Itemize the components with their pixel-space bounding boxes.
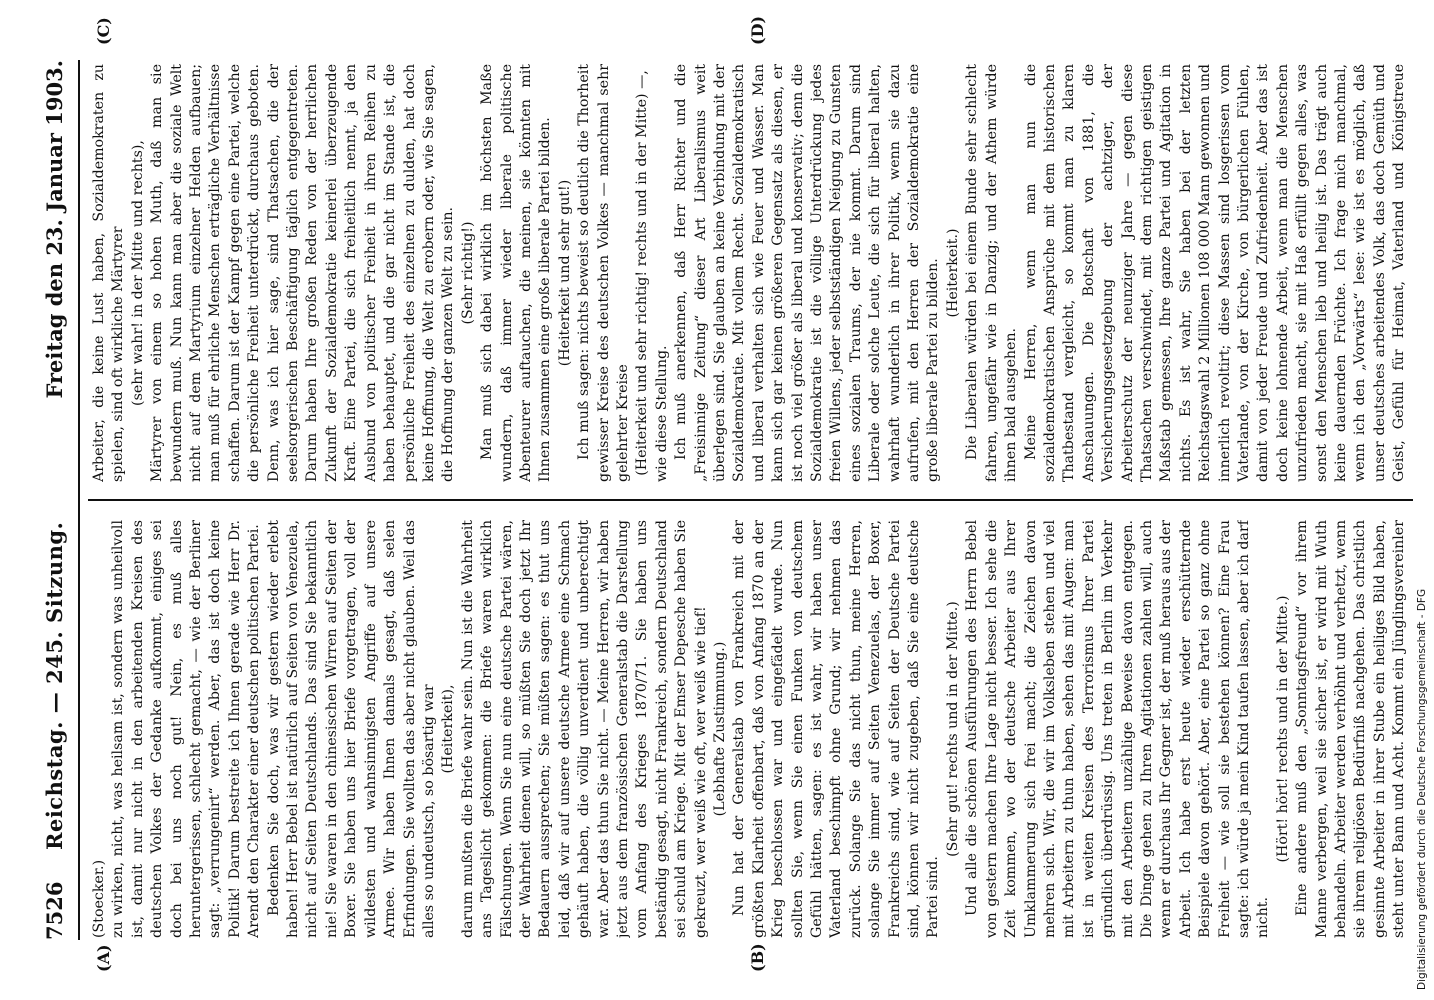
header-rule (78, 60, 80, 940)
interjection: (Hört! hört! rechts und in der Mitte.) (1274, 595, 1291, 863)
speaker-label: (Stoecker.) (91, 859, 107, 938)
paragraph: Meine Herren, wenn man nun die sozialdemokratischen Ansprüche mit dem historischen Thatbestand vergleicht, so kommt man zu klaren Anschauungen. Die Botschaft von 1881, die Versicherungsgesetzgebung der achtziger, der Arbeiterschutz der neunziger Jahre — gegen diese Thatsachen verschwindet, mit dem richtigen geistigen Maßstab gemessen, Ihre ganze Partei und Agitation in nichts. Es ist wahr, Sie haben bei der letzten Reichstagswahl 2 Millionen 108 000 Mann gewonnen und innerlich revoltirt; diese Massen sind losgerissen vom Vaterlande, von der Kirche, von bürgerlichen Fühlen, damit von jeder Freude und Zufriedenheit. Aber das ist doch keine lohnende Arbeit, wenn man die Menschen unzufrieden macht, sie mit Haß erfüllt gegen alles, was sonst den Menschen lieb und heilig ist. Das trägt auch keine dauernden Früchte. Ich frage mich manchmal, wenn ich den „Vorwärts“ lese: wie ist es möglich, daß unser deutsches arbeitendes Volk, das doch Gemüth und Geist, Gefühl für Heimat, Vaterland und Königstreue (1022, 64, 1408, 482)
interjection: (Sehr gut! rechts und in der Mitte.) (944, 601, 961, 857)
paragraph: Märtyrer von einem so hohen Muth, daß man sie bewundern muß. Nun kann man aber die soziale Welt nicht auf dem Martyrium einzelner Helden aufbauen; man muß für ehrliche Menschen erträgliche Verhältnisse schaffen. Darum ist der Kampf gegen eine Partei, welche die persönliche Freiheit unterdrückt, durchaus geboten. Denn, was ich hier sage, sind Thatsachen, die der seelsorgerischen Beschäftigung täglich entgegentreten. Darum haben Ihre großen Reden von der herrlichen Zukunft der Sozialdemokratie keinerlei überzeugende Kraft. Eine Partei, die sich freiheitlich nennt, ja den Ausbund von politischer Freiheit in ihren Reihen zu haben behauptet, und die gar nicht im Stande ist, die persönliche Freiheit des einzelnen zu dulden, hat doch keine Hoffnung, die Welt zu erobern oder, wie Sie sagen, die Hoffnung der ganzen Welt zu sein. (149, 64, 457, 482)
paragraph: Ich muß sagen: nichts beweist so deutlich die Thorheit gewisser Kreise des deutschen Volkes — manchmal sehr gelehrter Kreise (576, 64, 631, 482)
paragraph: Man muß sich dabei wirklich im höchsten Maße wundern, daß immer wieder liberale politische Abenteurer auftauchen, die meinen, sie könnten mit Ihnen zusammen eine große liberale Partei bilden. (479, 64, 554, 482)
left-text-column (90, 520, 1410, 938)
margin-mark-b: (B) (748, 943, 767, 972)
right-text-column (90, 64, 1410, 482)
margin-mark-c: (C) (94, 17, 113, 45)
interjection: (Heiterkeit und sehr richtig! rechts und in der Mitte) —, (634, 70, 651, 476)
paragraph: Die Liberalen würden bei einem Bunde sehr schlecht fahren, ungefähr wie in Danzig; und der Athem würde ihnen bald ausgehen. (964, 64, 1020, 482)
paragraph: Ich muß anerkennen, daß Herr Richter und die „Freisinnige Zeitung“ dieser Art Liberalismus weit überlegen sind. Sie glauben an keine Verbindung mit der Sozialdemokratie. Mit vollem Recht. Sozialdemokratisch und liberal verhalten sich wie Feuer und Wasser. Man kann sich gar keinen größeren Gegensatz als diesen, er ist noch viel größer als liberal und konservativ; denn die Sozialdemokratie ist die völlige Unterdrückung jedes freien Willens, jeder selbstständigen Neigung zu Gunsten eines sozialen Traums, der nie kommt. Darum sind Liberale oder solche Leute, die sich für liberal halten, wahrhaft wunderlich in ihrer Politik, wenn sie dazu aufrufen, mit den Herren der Sozialdemokratie eine große liberale Partei zu bilden. (673, 64, 942, 482)
page-number: 7526 (42, 881, 67, 940)
margin-mark-d: (D) (748, 15, 767, 45)
digitization-credit: Digitalisierung gefördert durch die Deutsche Forschungsgemeinschaft - DFG (1416, 588, 1428, 990)
paragraph: zu wirken, nicht, was heilsam ist, sondern was unheilvoll ist, damit nur nicht in den arbeitenden Kreisen des deutschen Volkes der Gedanke aufkommt, einiges sei doch bei uns noch gut! Nein, es muß alles heruntergerissen, schlecht gemacht, — wie der Berliner sagt: „verrungenirt“ werden. Aber, das ist doch keine Politik! Darum bestreite ich Ihnen gerade wie Herr Dr. Arendt den Charakter einer deutschen politischen Partei. (110, 520, 263, 938)
paragraph: Bedenken Sie doch, was wir gestern wieder erlebt haben! Herr Bebel ist natürlich auf Seiten von Venezuela, nicht auf Seiten Deutschlands. Das sind Sie bekanntlich nie! Sie waren in den chinesischen Wirren auf Seiten der Boxer. Sie haben uns hier Briefe vorgetragen, voll der wildesten und wahnsinnigsten Angriffe auf unsere Armee. Wir haben Ihnen damals gesagt, daß selen Erfindungen. Sie wollten das aber nicht glauben. Weil das alles so undeutsch, so bösartig war (265, 520, 437, 938)
margin-mark-a: (A) (94, 944, 113, 972)
session-title: Reichstag. — 245. Sitzung. (42, 521, 67, 850)
paragraph: Arbeiter, die keine Lust haben, Sozialdemokraten zu spielen, sind oft wirkliche Märtyrer (91, 64, 127, 482)
interjection: (Heiterkeit), (440, 684, 457, 774)
page-header (40, 60, 70, 940)
column-divider (88, 499, 1413, 501)
paragraph: Und alle die schönen Ausführungen des Herrn Bebel von gestern machen Ihre Lage nicht besser. Ich sehe die Zeit kommen, wo der deutsche Arbeiter aus Ihrer Umklammerung sich frei macht; die Zeichen davon mehren sich. Wir, die wir im Volksleben stehen und viel mit Arbeitern zu thun haben, sehen das mit Augen: man ist in weiten Kreisen des Terrorismus Ihrer Partei gründlich überdrüssig. Uns treten in Berlin im Verkehr mit den Arbeitern unzählige Beweise davon entgegen. Die Dinge gehen zu Ihren Agitationen zahlen will, auch wenn er durchaus Ihr Gegner ist, der muß heraus aus der Arbeit. Ich habe erst heute wieder erschütternde Beispiele davon gehört. Aber, eine Partei so ganz ohne Freiheit — wie soll sie bestehen können? Eine Frau sagte: ich würde ja mein Kind taufen lassen, aber ich darf nicht. (964, 520, 1272, 938)
paragraph: wie diese Stellung. (653, 345, 670, 482)
interjection: (Sehr richtig!) (459, 221, 476, 325)
paragraph: Eine andere muß den „Sonntagsfreund“ vor ihrem Manne verbergen, weil sie sicher ist, er wird mit Wuth behandeln. Arbeiter werden verhöhnt und verhetzt, wenn sie ihrem religiösen Bedürfniß nachgehen. Das christlich gesinnte Arbeiter in ihrer Stube ein heiliges Bild haben, steht unter Bann und Acht. Kommt ein Jünglingsvereinler (1294, 520, 1408, 938)
session-date: Freitag den 23. Januar 1903. (42, 60, 67, 399)
interjection: (sehr wahr! in der Mitte und rechts), (129, 140, 146, 406)
paragraph: darum mußten die Briefe wahr sein. Nun ist die Wahrheit ans Tageslicht gekommen: die Briefe waren wirklich Fälschungen. Wenn Sie nun eine deutsche Partei wären, der Wahrheit dienen will, so müßten Sie doch jetzt Ihr Bedauern aussprechen; Sie müßten sagen: es thut uns leid, daß wir auf unsere deutsche Armee eine Schmach gehäuft haben, die völlig unverdient und unberechtigt war. Aber das thun Sie nicht. — Meine Herren, wir haben jetzt aus dem französischen Generalstab die Darstellung vom Anfang des Krieges 1870/71. Sie haben uns beständig gesagt, nicht Frankreich, sondern Deutschland sei schuld am Kriege. Mit der Emser Depesche haben Sie gekreuzt, wer weiß wie oft, wer weiß wie tief! (459, 520, 709, 938)
interjection: (Heiterkeit und sehr gut!) (556, 179, 573, 367)
interjection: (Heiterkeit.) (944, 228, 961, 318)
interjection: (Lebhafte Zustimmung.) (712, 641, 728, 817)
paragraph: Nun hat der Generalstab von Frankreich mit der größten Klarheit offenbart, daß von Anfang 1870 an der Krieg beschlossen war und eingefädelt wurde. Nun sollten Sie, wenn Sie einen Funken von deutschem Gefühl hätten, sagen: es ist wahr, wir haben unser Vaterland beschimpft ohne Grund; wir nehmen das zurück. Solange Sie das nicht thun, meine Herren, solange Sie immer auf Seiten Venezuelas, der Boxer, Frankreichs sind, wie auf Seiten der Deutsche Partei sind, können wir nicht zugeben, daß Sie eine deutsche Partei sind. (731, 520, 942, 938)
